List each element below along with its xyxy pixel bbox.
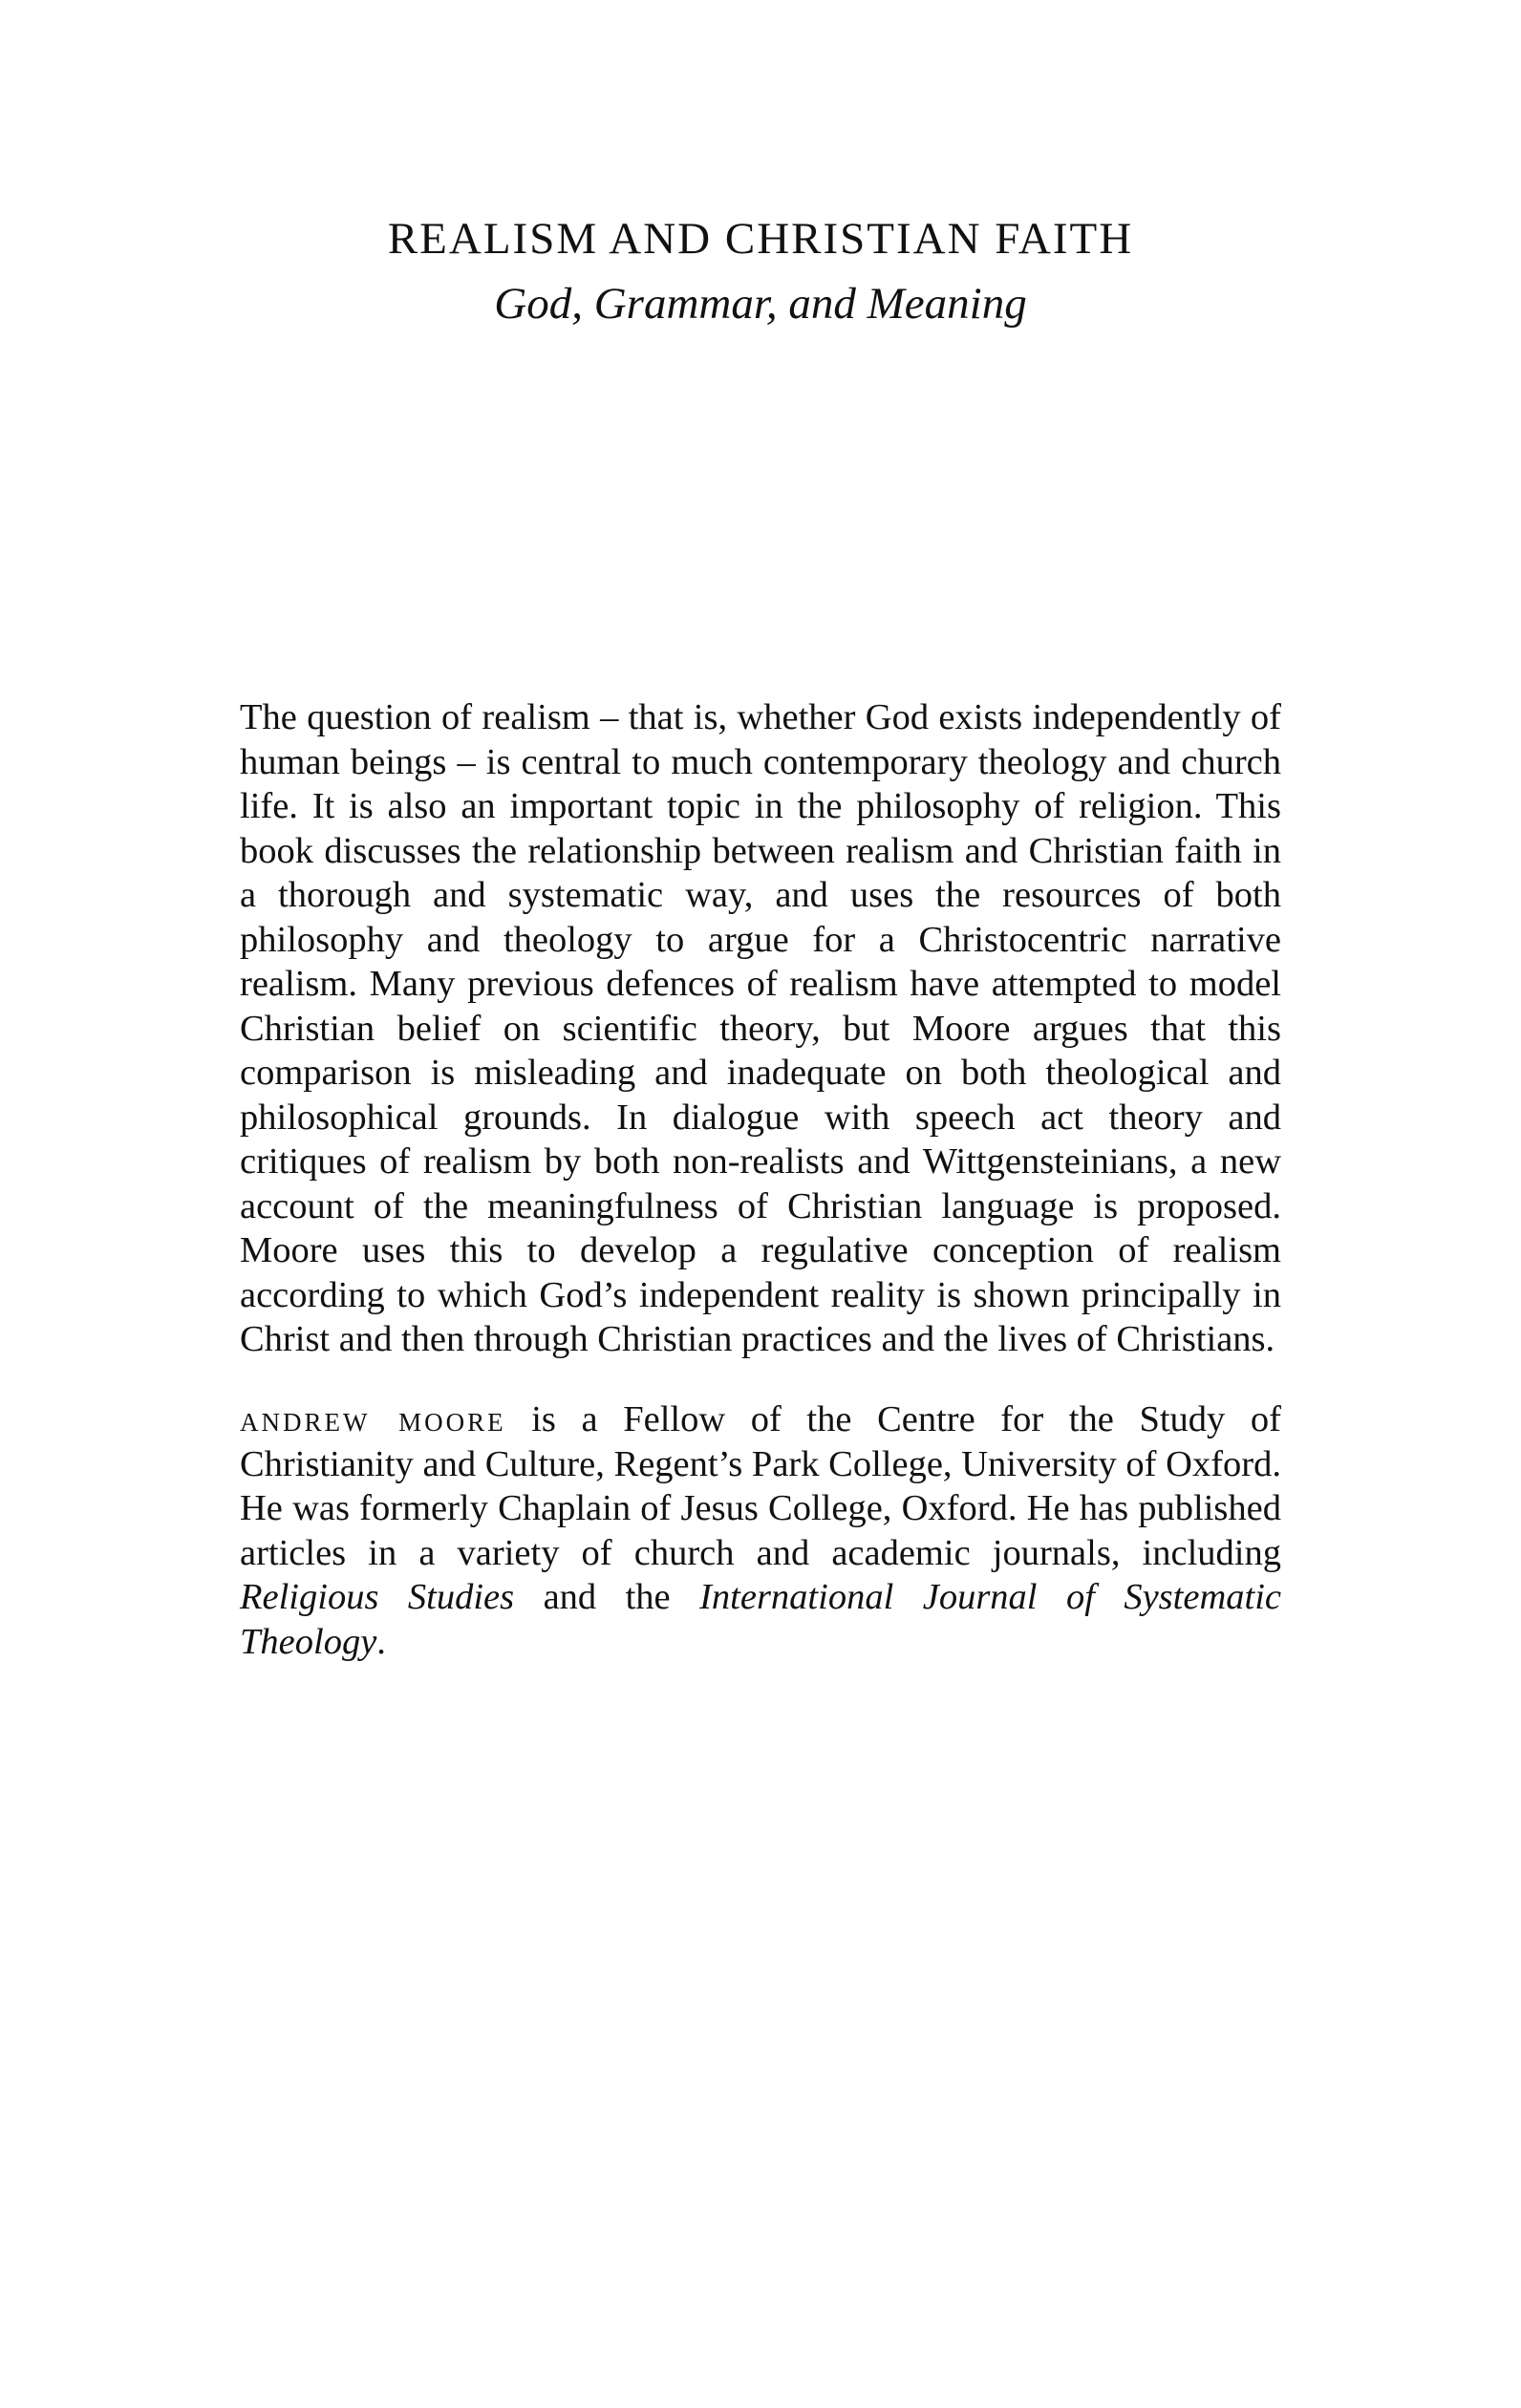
author-name: andrew moore: [240, 1399, 506, 1439]
author-bio: [240, 1397, 1281, 1664]
journal-title: International Journal of Systematic Theology: [240, 1577, 1281, 1662]
journal-title: Religious Studies: [240, 1577, 515, 1617]
book-description: The question of realism – that is, whether God exists independently of human beings – is central to much contemporary theology and church life. It is also an important topic in the philosophy of religion. This book discusses the relationship between realism and Christian faith in a thorough and systematic way, and uses the resources of both philosophy and theology to argue for a Christocentric narrative realism. Many previous defences of realism have attempted to model Christian belief on scientific theory, but Moore argues that this comparison is misleading and inadequate on both theological and philosophical grounds. In dialogue with speech act theory and critiques of realism by both non-realists and Wittgensteinians, a new account of the meaningfulness of Christian language is proposed. Moore uses this to develop a regulative conception of realism according to which God’s independent reality is shown principally in Christ and then through Christian practices and the lives of Christians.: [240, 697, 1281, 1359]
author-bio-text: and the: [514, 1577, 700, 1617]
author-bio-text: is a Fellow of the Centre for the Study of Christianity and Culture, Regent’s Park College, University of Oxford. He was formerly Chaplain of Jesus College, Oxford. He has published articles in a variety of church and academic journals, including: [240, 1399, 1281, 1573]
book-title: REALISM AND CHRISTIAN FAITH: [387, 214, 1134, 264]
book-subtitle: God, Grammar, and Meaning: [494, 279, 1027, 329]
author-bio-text: .: [376, 1621, 386, 1662]
